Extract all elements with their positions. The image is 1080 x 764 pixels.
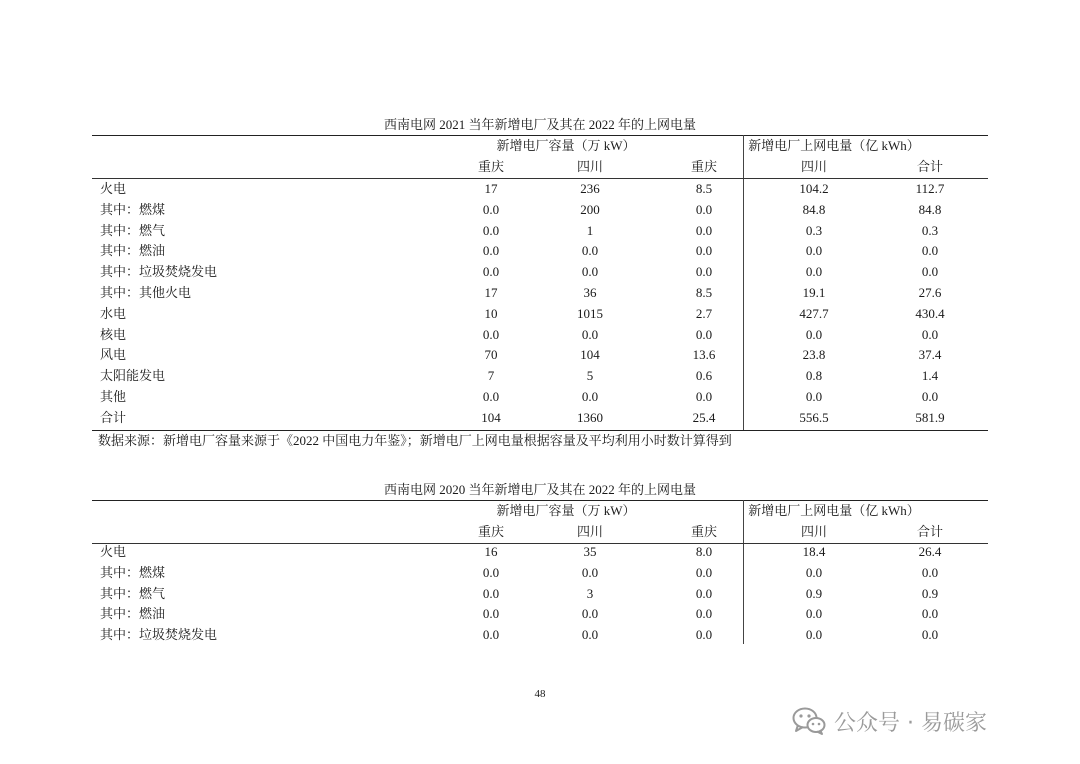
row-label: 其中：其他火电 [100,285,192,300]
table-cell: 0.0 [921,627,939,643]
table-cell: 0.0 [581,326,599,342]
table2-group-capacity: 新增电厂容量（万 kW） [496,503,636,518]
table-cell: 25.4 [692,409,716,425]
row-label: 其中：燃油 [100,243,166,259]
table-cell: 0.0 [581,627,599,643]
table-cell: 70 [484,347,498,363]
table-cell: 200 [580,201,600,217]
table-cell: 0.0 [695,564,713,580]
table-cell: 1015 [577,305,603,321]
row-label: 其中：燃油 [100,606,166,622]
table-cell: 0.0 [805,326,823,342]
table-cell: 0.0 [695,264,713,280]
table-cell: 0.0 [482,222,500,238]
table-cell: 236 [580,181,600,196]
table-cell: 0.0 [695,627,713,643]
table1-title: 西南电网 2021 当年新增电厂及其在 2022 年的上网电量 [383,117,696,132]
row-label: 风电 [100,347,127,363]
table-cell: 10 [484,305,498,321]
table2-group-generation: 新增电厂上网电量（亿 kWh） [748,503,920,518]
table-cell: 0.0 [482,627,500,643]
table1-subheader: 四川 [576,159,603,174]
table-cell: 0.0 [482,243,500,259]
table-cell: 0.0 [805,389,823,404]
table-cell: 17 [484,181,498,196]
table1-subheader: 合计 [916,159,943,174]
table-cell: 0.3 [805,222,823,238]
table-cell: 1.4 [921,368,939,384]
table-cell: 0.0 [695,201,713,217]
row-label: 其中：燃煤 [100,201,166,217]
table1-subheader: 重庆 [477,159,504,174]
table-cell: 0.0 [581,606,599,622]
table-cell: 0.0 [695,222,713,238]
table-cell: 26.4 [918,544,942,559]
table-cell: 0.0 [805,606,823,622]
table-cell: 0.3 [921,222,939,238]
table-cell: 0.0 [581,243,599,259]
table-cell: 0.0 [581,389,599,404]
table-cell: 8.5 [695,285,713,300]
table-cell: 17 [484,285,498,300]
table-cell: 0.0 [805,264,823,280]
table-cell: 0.0 [921,264,939,280]
table-cell: 18.4 [802,544,826,559]
table-cell: 35 [583,544,597,559]
table-cell: 84.8 [918,201,942,217]
table-cell: 0.0 [921,389,939,404]
table-cell: 1 [586,222,594,238]
table-cell: 0.0 [581,264,599,280]
table-cell: 0.0 [581,564,599,580]
table-cell: 27.6 [918,285,942,300]
table-cell: 2.7 [695,305,713,321]
table1-subheader: 重庆 [690,159,717,174]
table-cell: 0.6 [695,368,713,384]
table-cell: 556.5 [799,409,829,425]
row-label: 太阳能发电 [100,368,166,384]
table-cell: 5 [586,368,594,384]
row-label: 合计 [100,409,127,425]
table1-source-note: 数据来源：新增电厂容量来源于《2022 中国电力年鉴》；新增电厂上网电量根据容量及平均利用小时数计算得到 [98,433,732,448]
table-cell: 581.9 [915,409,945,425]
row-label: 其中：燃气 [100,222,166,238]
table-cell: 0.0 [482,585,500,601]
row-label: 火电 [100,544,127,559]
table-cell: 104 [580,347,600,363]
table-cell: 0.9 [921,585,939,601]
table-cell: 0.0 [482,264,500,280]
table-cell: 0.0 [482,389,500,404]
table-cell: 8.0 [695,544,713,559]
row-label: 其中：燃气 [100,585,166,601]
row-label: 其中：垃圾焚烧发电 [100,627,218,643]
table-cell: 0.0 [921,243,939,259]
row-label: 其中：燃煤 [100,564,166,580]
table-cell: 16 [484,544,498,559]
table-cell: 430.4 [915,305,945,321]
table1 [92,135,988,431]
row-label: 其他 [100,389,127,404]
table-cell: 0.0 [482,326,500,342]
table1-bottom-rule [92,430,988,431]
row-label: 其中：垃圾焚烧发电 [100,264,218,280]
table-cell: 104.2 [799,181,829,196]
table-cell: 1360 [577,409,603,425]
table2-subheader: 重庆 [477,524,504,539]
table-cell: 112.7 [915,181,945,196]
table2 [92,500,988,644]
table2-subheader: 重庆 [690,524,717,539]
row-label: 火电 [100,181,127,196]
table-cell: 104 [481,409,501,425]
watermark-text: 公众号 · 易碳家 [834,710,987,736]
table-cell: 0.9 [805,585,823,601]
wechat-icon [792,706,826,736]
table2-subheader: 四川 [800,524,827,539]
page-number: 48 [534,688,546,700]
table-cell: 0.8 [805,368,823,384]
table-cell: 0.0 [805,627,823,643]
table-cell: 0.0 [482,201,500,217]
table-cell: 8.5 [695,181,713,196]
table-cell: 0.0 [482,606,500,622]
table1-subheader: 四川 [800,159,827,174]
row-label: 水电 [100,305,127,321]
table-cell: 0.0 [805,243,823,259]
table-cell: 23.8 [802,347,826,363]
table2-title: 西南电网 2020 当年新增电厂及其在 2022 年的上网电量 [383,482,696,497]
table-cell: 0.0 [695,585,713,601]
row-label: 核电 [100,326,127,342]
table2-subheader: 合计 [916,524,943,539]
table1-group-generation: 新增电厂上网电量（亿 kWh） [748,138,920,153]
table-cell: 7 [487,368,495,384]
table-cell: 0.0 [921,326,939,342]
table-cell: 0.0 [695,606,713,622]
table-cell: 0.0 [921,564,939,580]
table-cell: 0.0 [921,606,939,622]
table-cell: 427.7 [799,305,829,321]
table-cell: 0.0 [805,564,823,580]
table-cell: 36 [583,285,597,300]
watermark [792,705,987,737]
table-cell: 3 [586,585,594,601]
table-cell: 84.8 [802,201,826,217]
table-cell: 0.0 [695,389,713,404]
table-cell: 0.0 [695,243,713,259]
table2-subheader: 四川 [576,524,603,539]
table-cell: 0.0 [695,326,713,342]
table-cell: 19.1 [802,285,826,300]
table-cell: 37.4 [918,347,942,363]
table-cell: 13.6 [692,347,716,363]
table1-group-capacity: 新增电厂容量（万 kW） [496,138,636,153]
table-cell: 0.0 [482,564,500,580]
